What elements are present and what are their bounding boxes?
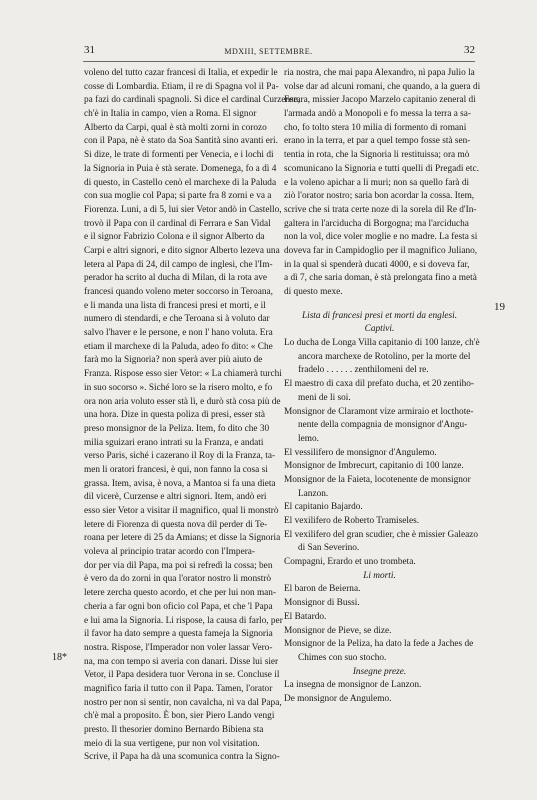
text-line: letera al Papa di 24, dil campo de inglesi, che l'Im-	[84, 259, 273, 270]
text-line: erano in la terra, et par a quel tempo fosse stà sen-	[284, 136, 471, 147]
text-line: Vetor, il Papa desidera tuor Verona in se. Concluse il	[84, 670, 280, 681]
margin-note-left: 18*	[52, 652, 67, 663]
text-line: dor per via dil Papa, ma poi si refredì la cossa; ben	[84, 560, 273, 571]
captive-entry	[284, 447, 475, 461]
running-header: MDXIII, SETTEMBRE.	[224, 47, 313, 56]
text-line: Ferara, missier Jacopo Marzelo capitanio zeneral di	[284, 95, 476, 106]
captive-entry	[284, 556, 475, 570]
page-number-right: 32	[464, 44, 475, 56]
margin-note-right: 19	[494, 301, 505, 313]
text-line: ora non aria voluto esser stà lì, e durò stà cosa più de	[84, 396, 281, 407]
entry-line: Chimes con suo stocho.	[298, 652, 387, 663]
text-line: e li manda una lista di francesi presi et morti, e il	[84, 300, 266, 311]
text-line: roana per letere di 25 da Amians; et disse la Signoria	[84, 533, 281, 544]
text-line: scomunicano la Signoria e tutti quelli di Pregadi etc.	[284, 163, 479, 174]
text-line: in suo socorso ». Siché loro se la risero molto, e fo	[84, 382, 273, 393]
dead-entry	[284, 597, 475, 611]
entry-line: meni de li soi.	[298, 392, 351, 403]
text-line: pa fazi do cardinali spagnoli. Si dice el cardinal Curzense,	[84, 95, 301, 106]
captive-entry	[284, 501, 475, 515]
page-number-left: 31	[84, 44, 95, 56]
text-line: perador ha scrito al ducha di Milan, di la rota ave	[84, 273, 268, 284]
entry-line: Monsignor de Pieve, se dize.	[284, 625, 392, 636]
text-line: a dì 7, che saria doman, è stà prelongata fino a metà	[284, 273, 477, 284]
text-line: magnifico faria il tutto con il Papa. Tamen, l'orator	[84, 683, 273, 694]
entry-line: El capitanio Bajardo.	[284, 502, 363, 513]
banner-entry	[284, 693, 475, 707]
text-line: il favor ha dato sempre a questa fameja la Signoria	[84, 629, 273, 640]
text-line: letere di Fiorenza di questa nova dil perder di Te-	[84, 519, 268, 530]
entry-line: El vessilifero de monsignor d'Angulemo.	[284, 447, 437, 458]
entry-line: Compagni, Erardo et uno trombeta.	[284, 557, 416, 568]
entry-line: Monsignor de Imbrecurt, capitanio di 100 lanze.	[284, 461, 464, 472]
text-line: numero di stendardi, e che Teroana si à voluto dar	[84, 314, 270, 325]
entry-line: La insegna de monsignor de Lanzon.	[284, 680, 422, 691]
banner-entry	[284, 679, 475, 693]
captive-entry	[284, 460, 475, 474]
entry-line: De monsignor de Angulemo.	[284, 693, 392, 704]
entry-line: Monsignor de la Faieta, locotenente de monsignor	[284, 474, 471, 485]
header-rule	[83, 61, 475, 62]
text-line: Alberto da Carpi, qual è stà molti zorni in corozo	[84, 122, 267, 133]
entry-line: Monsignor de Claramont vize armiraio et locthote-	[284, 406, 474, 417]
text-line: una hora. Dize in questa poliza di presi, esser stà	[84, 410, 265, 421]
entry-line: El vexilifero de Roberto Tramiseles.	[284, 516, 420, 526]
text-line: meio di la sua vertigene, pur non vol visitation.	[84, 738, 260, 749]
text-line: scrive che si trata certe noze di la sorela dil Re d'In-	[284, 204, 477, 215]
text-line: letere zercha questo acordo, et che per lui non man-	[84, 588, 277, 599]
spacer	[284, 300, 475, 310]
dead-entry	[284, 625, 475, 639]
text-line: l'armada andò a Monopoli e fo messa la terra a sa-	[284, 109, 472, 120]
entry-line: El maestro di caxa dil prefato ducha, et 20 zentiho-	[284, 379, 474, 390]
entry-line: fradelo . . . . . . zenthilomeni del re.	[298, 365, 429, 376]
section-heading: Li morti.	[363, 570, 396, 581]
text-line: doveva far in Campidoglio per il magnifico Juliano,	[284, 245, 478, 256]
text-line: etiam il marchexe di la Paluda, adeo fo dito: « Che	[84, 341, 273, 352]
text-line: dil vicerè, Curzense e altri signori. Item, andò eri	[84, 492, 267, 503]
text-line: cheria a far ogni bon oficio col Papa, et che 'l Papa	[84, 601, 273, 612]
text-line: esso sier Vetor a visitar il magnifico, qual li monstrò	[84, 506, 279, 516]
text-line: presto. Il thesorier domino Bernardo Bibiena sta	[84, 725, 264, 735]
text-line: tentia in rota, che la Signoria li restituissa; ora mò	[284, 150, 470, 161]
text-line: na, ma con tempo si averia con danari. Disse lui sier	[84, 656, 279, 667]
entry-line: Monsignor de la Peliza, ha dato la fede a Jaches de	[284, 639, 474, 650]
section-heading: Captivi.	[364, 324, 395, 335]
text-line: ch'è in Italia in campo, vien a Roma. El signor	[84, 109, 257, 120]
list-title: Lista di francesi presi et morti da englesi.	[301, 310, 458, 321]
text-line: francesi quando voleno meter soccorso in Teroana,	[84, 287, 273, 297]
text-line: preso monsignor de la Peliza. Item, fo dito che 30	[84, 423, 270, 434]
captive-entry	[284, 378, 475, 405]
text-line: cho, fo tolto stera 10 milia di formento di romani	[284, 122, 467, 133]
captive-entry	[284, 337, 480, 378]
text-line: in la qual si spenderà ducati 4000, e si doveva far,	[284, 259, 470, 270]
text-line: volse dar ad alcuni romani, che quando, a la guera di	[284, 81, 481, 92]
text-line: con sua moglie col Papa; si parte fra 8 zorni e va a	[84, 191, 272, 202]
text-line: con il Papa, nè è stato da Soa Santità sino avanti eri.	[84, 136, 278, 147]
entry-line: ancora marchexe de Rotolino, per la morte del	[298, 351, 471, 362]
text-line: galtera in l'arciducha di Borgogna; ma l'arciducha	[284, 218, 469, 229]
text-line: milia sguizari erano intrati su la Franza, e andati	[84, 437, 264, 448]
text-line: non la vol, dice voler moglie e no madre. La festa si	[284, 232, 478, 243]
entry-line: Lo ducha de Longa Villa capitanio di 100 lanze, ch'è	[284, 338, 480, 349]
text-line: e lui ama la Signoria. Li rispose, la causa di farlo, per	[84, 615, 283, 626]
text-line: ch'è mal a proposito. È bon, sier Piero Lando vengi	[84, 711, 275, 722]
text-line: cosse di Lombardia. Etiam, il re di Spagna vol il Pa-	[84, 81, 279, 92]
entry-line: El vexilifero del gran scudier, che è missier Galeazo	[284, 529, 479, 540]
entry-line: lemo.	[298, 433, 319, 444]
text-line: men li oratori francesi, è qui, non fanno la cosa si	[84, 464, 268, 475]
text-line: ria nostra, che mai papa Alexandro, nì papa Julio la	[284, 68, 475, 78]
text-line: è vero da do zorni in qua l'orator nostro li monstrò	[84, 574, 272, 585]
text-line: voleno del tutto cazar francesi di Italia, et expedir le	[84, 68, 278, 78]
section-heading: Insegne preze.	[352, 666, 407, 677]
text-line: di questo, in Castello cenò el marchexe di la Paluda	[84, 177, 277, 188]
text-line: voleva al principio tratar acordo con l'Impera-	[84, 547, 256, 558]
dead-entry	[284, 583, 475, 597]
dead-entry	[284, 638, 475, 665]
text-line: verso Paris, siché i cazerano il Roy di la Franza, ta-	[84, 451, 276, 462]
entry-line: nente della compagnia de monsignor d'Angu-	[298, 420, 468, 431]
captive-entry	[284, 406, 475, 447]
dead-entry	[284, 611, 475, 625]
text-line: nostro per non si sentir, non cavalcha, nì va dal Papa,	[84, 697, 282, 708]
text-line: Si dize, le trate di formenti per Venecia, e i lochi di	[84, 150, 274, 161]
captive-entry	[284, 529, 479, 556]
text-line: Franza. Rispose esso sier Vetor: « La chiamerà turchi	[84, 369, 282, 380]
text-line: grassa. Item, avisa, è nova, a Mantoa si fa una dieta	[84, 478, 276, 489]
right-column	[284, 67, 481, 707]
text-line: di questo mexe.	[284, 287, 343, 297]
entry-line: Lanzon.	[298, 488, 329, 499]
text-line: ziò l'orator nostro; saria bon acordar la cossa. Item,	[284, 191, 475, 202]
text-line: e la voleno apichar a li muri; non sa quello farà di	[284, 177, 470, 188]
text-line: Scrive, il Papa ha dà una scomunica contra la Signo-	[84, 752, 280, 763]
text-line: Carpi e altri signori, e dito signor Alberto lezeva una	[84, 245, 280, 256]
text-line: Fiorenza. Luni, a dì 5, lui sier Vetor andò in Castello,	[84, 204, 282, 215]
text-line: la Signoria in Puia è stà serate. Domenega, fo a dì 4	[84, 163, 277, 174]
left-column	[84, 67, 301, 765]
entry-line: El Batardo.	[284, 611, 327, 622]
text-line: trovò il Papa con il cardinal di Ferrara e San Vidal	[84, 218, 271, 229]
entry-line: El baron de Beierna.	[284, 584, 361, 595]
text-line: nostra. Rispose, l'Imperador non voler lassar Vero-	[84, 642, 273, 653]
entry-line: di San Severino.	[298, 543, 360, 554]
text-line: e il signor Fabrizio Colona e il signor Alberto da	[84, 232, 265, 243]
captive-entry	[284, 474, 475, 501]
captive-entry	[284, 515, 475, 529]
text-line: salvo l'haver e le persone, e non l' hano voluta. Era	[84, 328, 273, 339]
text-line: farà mo la Signoria? non sperà aver più aiuto de	[84, 355, 263, 366]
entry-line: Monsignor di Bussi.	[284, 598, 360, 609]
